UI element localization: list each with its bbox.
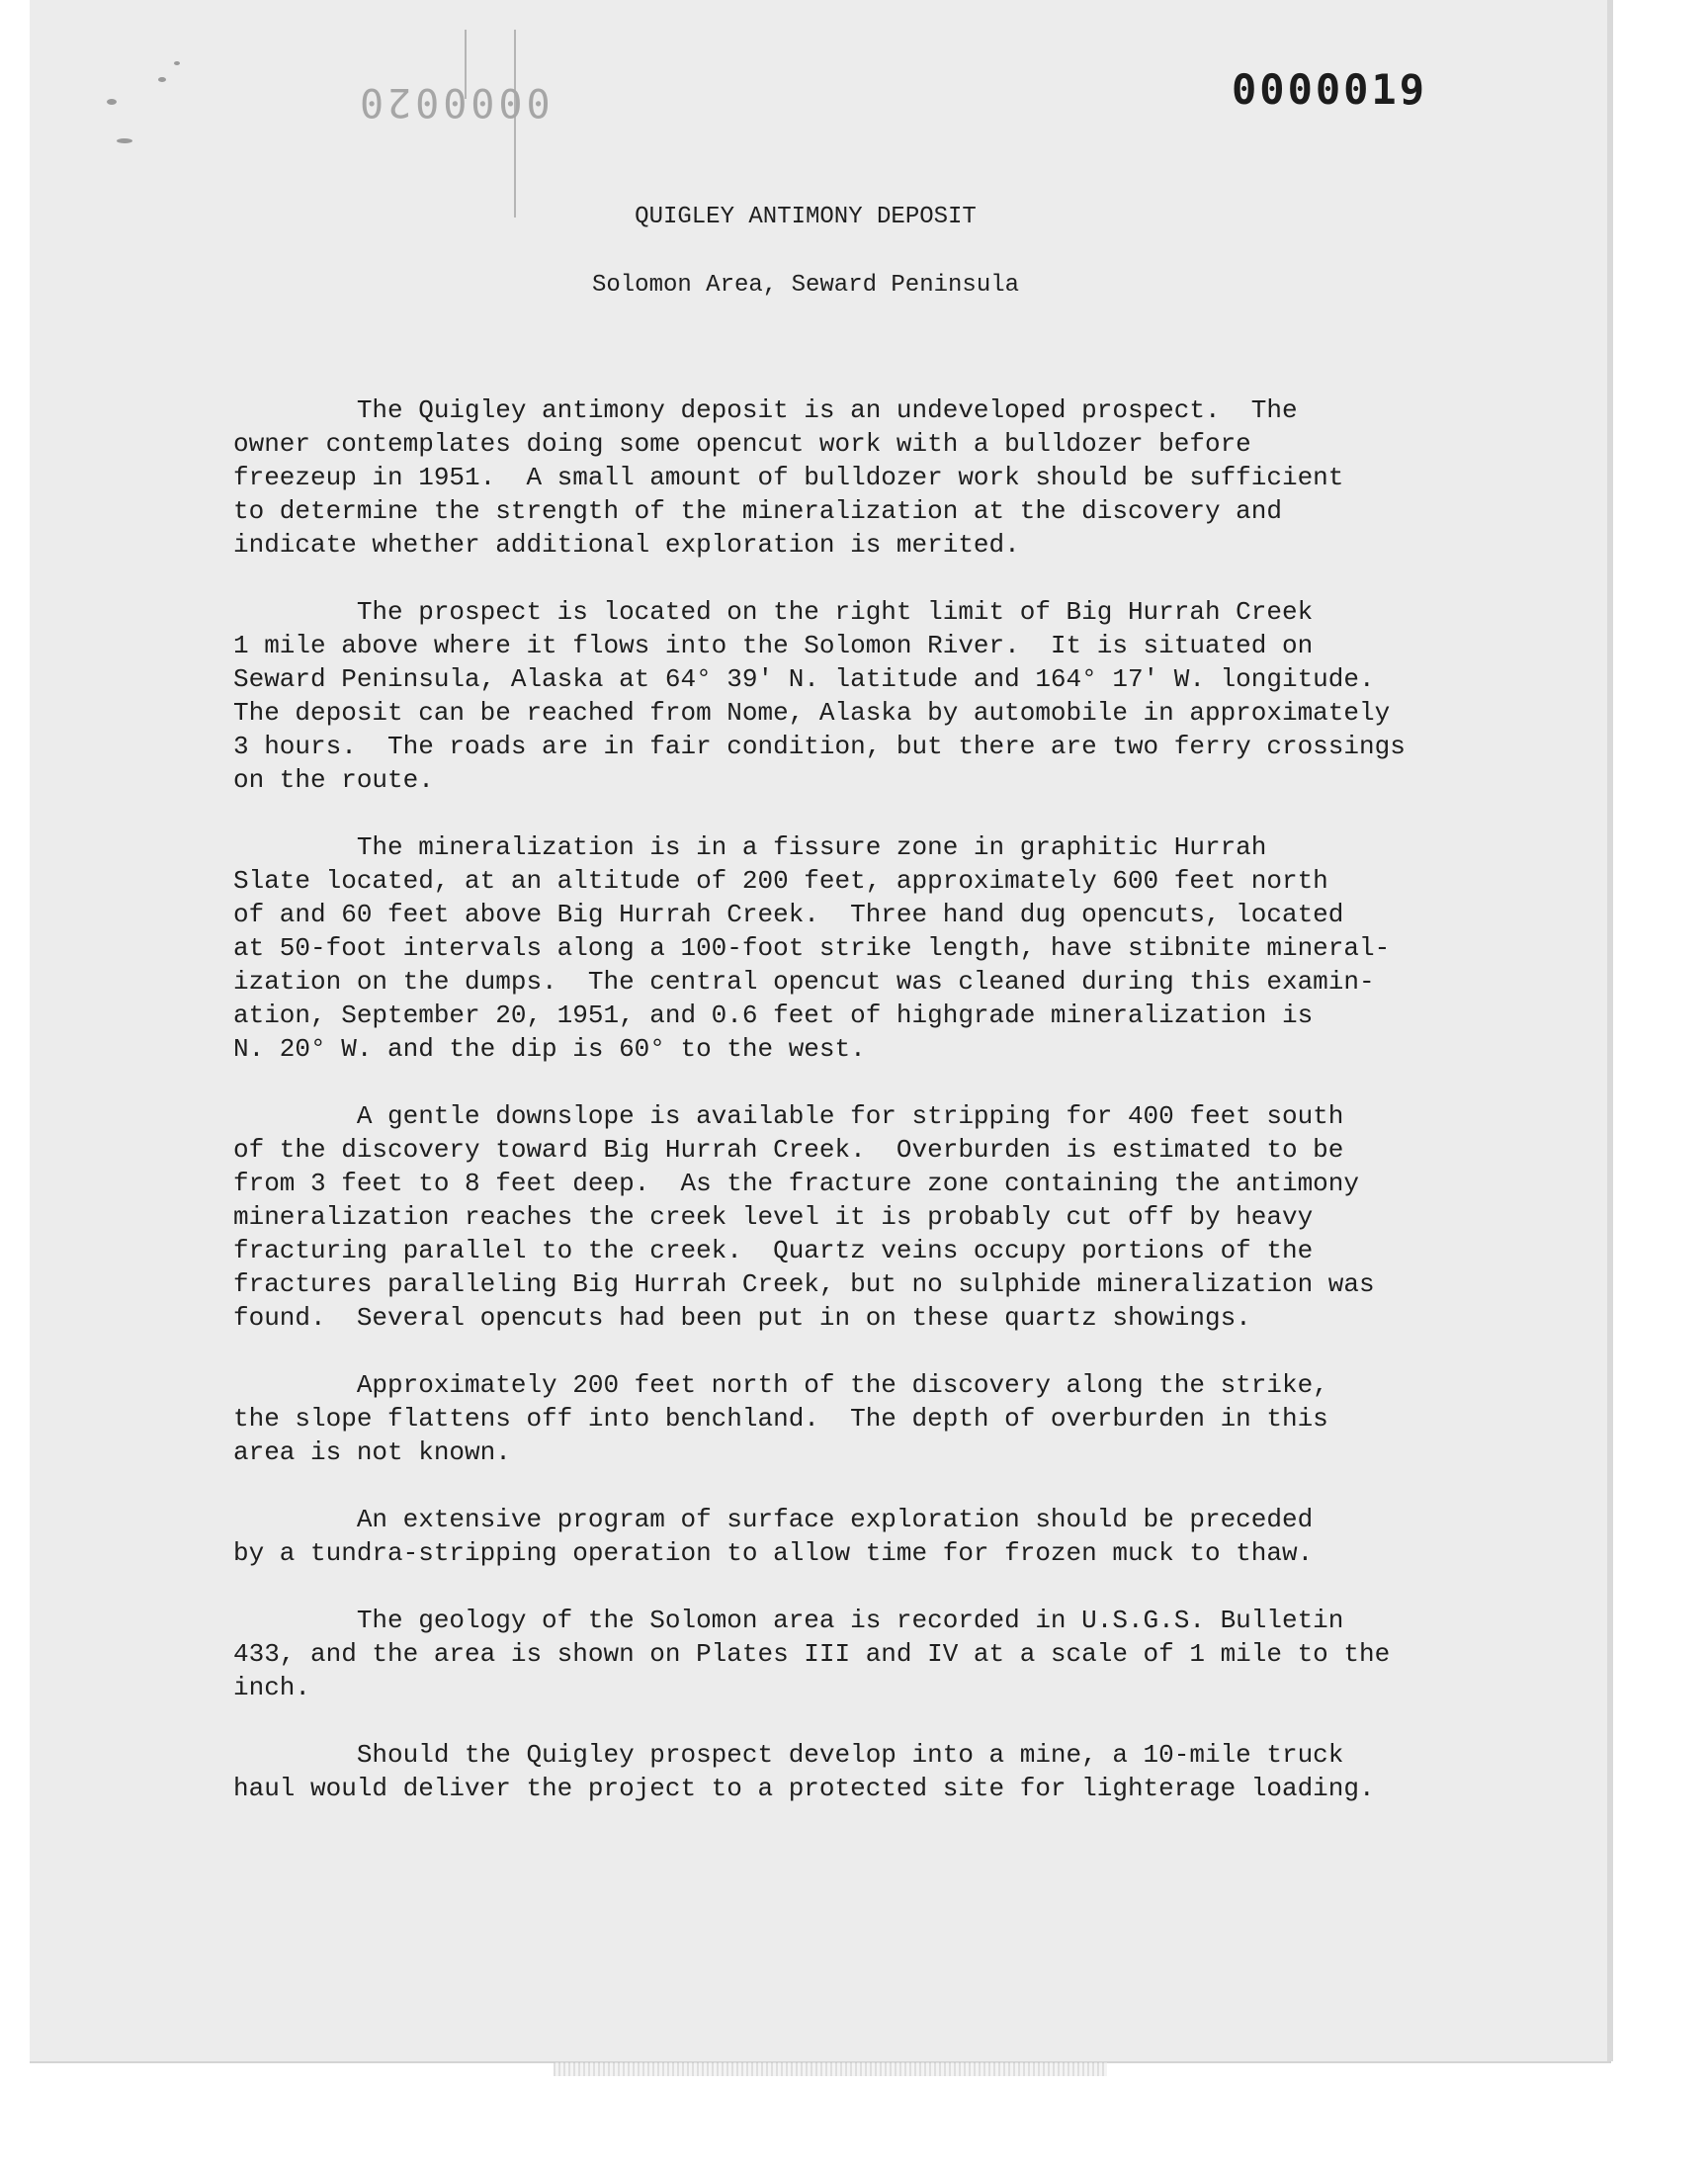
- paragraph-line: area is not known.: [233, 1437, 511, 1467]
- body-paragraph: [233, 830, 1498, 1066]
- paragraph-line: at 50-foot intervals along a 100-foot strike length, have stibnite mineral-: [233, 933, 1391, 963]
- paragraph-line: Approximately 200 feet north of the discovery along the strike,: [233, 1370, 1328, 1400]
- body-paragraph: [233, 393, 1498, 562]
- faded-bates-stamp: 0000020: [356, 79, 551, 125]
- paragraph-line: The Quigley antimony deposit is an undeveloped prospect. The: [233, 395, 1298, 425]
- paragraph-line: 3 hours. The roads are in fair condition, but there are two ferry crossings: [233, 732, 1406, 761]
- paragraph-line: of and 60 feet above Big Hurrah Creek. Three hand dug opencuts, located: [233, 900, 1344, 929]
- paragraph-line: inch.: [233, 1673, 311, 1702]
- scan-speck: [107, 99, 117, 105]
- paragraph-line: The deposit can be reached from Nome, Alaska by automobile in approximately: [233, 698, 1391, 728]
- paragraph-line: Slate located, at an altitude of 200 feet, approximately 600 feet north: [233, 866, 1328, 896]
- document-title: QUIGLEY ANTIMONY DEPOSIT: [635, 204, 977, 230]
- paragraph-line: found. Several opencuts had been put in on these quartz showings.: [233, 1303, 1251, 1333]
- document-subtitle: Solomon Area, Seward Peninsula: [591, 272, 1020, 299]
- paragraph-line: fracturing parallel to the creek. Quartz veins occupy portions of the: [233, 1236, 1314, 1265]
- paragraph-line: by a tundra-stripping operation to allow time for frozen muck to thaw.: [233, 1538, 1314, 1568]
- scan-speck: [117, 138, 132, 143]
- body-paragraph: [233, 1604, 1498, 1704]
- paragraph-line: A gentle downslope is available for stripping for 400 feet south: [233, 1101, 1344, 1131]
- paragraph-line: An extensive program of surface exploration should be preceded: [233, 1505, 1314, 1534]
- paragraph-line: haul would deliver the project to a protected site for lighterage loading.: [233, 1774, 1375, 1803]
- paragraph-line: freezeup in 1951. A small amount of bulldozer work should be sufficient: [233, 463, 1344, 492]
- paragraph-line: 1 mile above where it flows into the Solomon River. It is situated on: [233, 631, 1314, 660]
- paragraph-line: The geology of the Solomon area is recorded in U.S.G.S. Bulletin: [233, 1606, 1344, 1635]
- paragraph-line: ation, September 20, 1951, and 0.6 feet of highgrade mineralization is: [233, 1000, 1314, 1030]
- bates-page-number: 0000019: [1232, 65, 1428, 114]
- body-paragraph: [233, 595, 1498, 797]
- document-body: [233, 393, 1498, 1839]
- paragraph-line: from 3 feet to 8 feet deep. As the fracture zone containing the antimony: [233, 1169, 1359, 1198]
- paragraph-line: The prospect is located on the right limit of Big Hurrah Creek: [233, 597, 1314, 627]
- paragraph-line: of the discovery toward Big Hurrah Creek. Overburden is estimated to be: [233, 1135, 1344, 1165]
- body-paragraph: [233, 1503, 1498, 1570]
- paragraph-line: indicate whether additional exploration is merited.: [233, 530, 1020, 560]
- paragraph-line: to determine the strength of the mineralization at the discovery and: [233, 496, 1282, 526]
- scan-speck: [158, 77, 166, 82]
- paragraph-line: owner contemplates doing some opencut work with a bulldozer before: [233, 429, 1251, 459]
- paragraph-line: mineralization reaches the creek level it is probably cut off by heavy: [233, 1202, 1314, 1232]
- paragraph-line: Seward Peninsula, Alaska at 64° 39' N. latitude and 164° 17' W. longitude.: [233, 664, 1375, 694]
- paragraph-line: The mineralization is in a fissure zone in graphitic Hurrah: [233, 832, 1267, 862]
- paragraph-line: N. 20° W. and the dip is 60° to the west.: [233, 1034, 866, 1064]
- paragraph-line: fractures paralleling Big Hurrah Creek, but no sulphide mineralization was: [233, 1269, 1375, 1299]
- sheet-edge-shadow: [1607, 0, 1613, 2061]
- paragraph-line: on the route.: [233, 765, 434, 795]
- paragraph-line: the slope flattens off into benchland. The depth of overburden in this: [233, 1404, 1328, 1434]
- paragraph-line: Should the Quigley prospect develop into a mine, a 10-mile truck: [233, 1740, 1344, 1770]
- body-paragraph: [233, 1099, 1498, 1335]
- body-paragraph: [233, 1368, 1498, 1469]
- scan-speck: [174, 61, 180, 65]
- paragraph-line: 433, and the area is shown on Plates III and IV at a scale of 1 mile to the: [233, 1639, 1391, 1669]
- paragraph-line: ization on the dumps. The central opencut was cleaned during this examin-: [233, 967, 1375, 997]
- scan-edge-artifact: [554, 2062, 1107, 2076]
- body-paragraph: [233, 1738, 1498, 1805]
